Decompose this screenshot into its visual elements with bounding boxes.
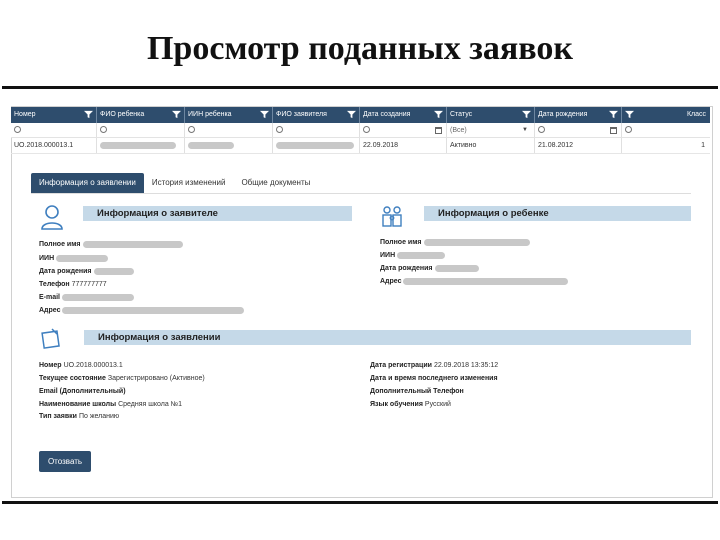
applicant-address: Адрес xyxy=(39,306,244,316)
applicant-birth-date: Дата рождения xyxy=(39,267,134,277)
grid-header xyxy=(11,107,710,123)
column-header-created[interactable]: Дата создания xyxy=(360,107,447,123)
cell-child-iin-redacted xyxy=(185,138,273,153)
filter-cell-class[interactable] xyxy=(622,123,710,137)
filter-icon[interactable] xyxy=(347,110,356,119)
search-icon xyxy=(363,126,370,133)
cell-child-name-redacted xyxy=(97,138,185,153)
child-section-header: Информация о ребенке xyxy=(424,206,691,221)
application-reg-date: Дата регистрации 22.09.2018 13:35:12 xyxy=(370,362,499,369)
applicant-iin: ИИН xyxy=(39,254,108,264)
child-full-name: Полное имя xyxy=(380,238,530,248)
application-state: Текущее состояние Зарегистрировано (Активное) xyxy=(39,375,205,382)
filter-cell-birth-date[interactable] xyxy=(535,123,622,137)
cell-applicant-redacted xyxy=(273,138,360,153)
table-row[interactable] xyxy=(11,138,710,154)
note-icon xyxy=(40,328,62,350)
cell-number: UO.2018.000013.1 xyxy=(11,138,97,153)
tab-change-history[interactable]: История изменений xyxy=(151,178,226,187)
cell-status: Активно xyxy=(447,138,535,153)
application-email: Email (Дополнительный) xyxy=(39,388,126,395)
application-last-change: Дата и время последнего изменения xyxy=(370,375,498,382)
cell-created: 22.09.2018 xyxy=(360,138,447,153)
tab-shared-documents[interactable]: Общие документы xyxy=(241,178,311,187)
chevron-down-icon: ▼ xyxy=(522,127,528,133)
calendar-icon[interactable] xyxy=(610,127,617,134)
applicant-full-name: Полное имя xyxy=(39,240,183,250)
column-header-applicant-name[interactable]: ФИО заявителя xyxy=(273,107,360,123)
filter-icon[interactable] xyxy=(172,110,181,119)
applicant-phone: Телефон 777777777 xyxy=(39,281,107,288)
child-birth-date: Дата рождения xyxy=(380,264,479,274)
page-title: Просмотр поданных заявок xyxy=(146,30,574,67)
filter-icon[interactable] xyxy=(434,110,443,119)
column-header-child-name[interactable]: ФИО ребенка xyxy=(97,107,185,123)
application-school: Наименование школы Средняя школа №1 xyxy=(39,401,183,408)
application-extra-phone: Дополнительный Телефон xyxy=(370,388,464,395)
calendar-icon[interactable] xyxy=(435,127,442,134)
column-header-child-iin[interactable]: ИИН ребенка xyxy=(185,107,273,123)
column-header-number[interactable]: Номер xyxy=(11,107,97,123)
application-type: Тип заявки По желанию xyxy=(39,413,120,420)
filter-icon[interactable] xyxy=(522,110,531,119)
application-number: Номер UO.2018.000013.1 xyxy=(39,362,123,369)
search-icon xyxy=(14,126,21,133)
filter-cell-created[interactable] xyxy=(360,123,447,137)
column-header-class[interactable]: Класс xyxy=(622,107,710,123)
search-icon xyxy=(276,126,283,133)
applications-grid xyxy=(11,107,710,154)
applicant-email: E-mail xyxy=(39,293,134,303)
applicant-section-header: Информация о заявителе xyxy=(83,206,352,221)
tab-application-info[interactable]: Информация о заявлении xyxy=(31,173,144,193)
application-language: Язык обучения Русский xyxy=(370,401,451,408)
filter-icon[interactable] xyxy=(84,110,93,119)
application-section-header: Информация о заявлении xyxy=(84,330,691,345)
child-iin: ИИН xyxy=(380,251,445,261)
grid-filter-row xyxy=(11,123,710,138)
detail-tabs xyxy=(31,173,691,194)
filter-cell-number[interactable] xyxy=(11,123,97,137)
column-header-status[interactable]: Статус xyxy=(447,107,535,123)
filter-icon[interactable] xyxy=(625,110,634,119)
search-icon xyxy=(538,126,545,133)
search-icon xyxy=(100,126,107,133)
filter-cell-child-name[interactable] xyxy=(97,123,185,137)
cell-class: 1 xyxy=(701,142,705,149)
cell-birth-date: 21.08.2012 xyxy=(535,138,622,153)
child-address: Адрес xyxy=(380,277,568,287)
search-icon xyxy=(625,126,632,133)
status-filter-select[interactable]: (Все) ▼ xyxy=(447,123,535,137)
column-header-birth-date[interactable]: Дата рождения xyxy=(535,107,622,123)
revoke-button[interactable]: Отозвать xyxy=(39,451,91,472)
family-icon xyxy=(381,205,403,227)
search-icon xyxy=(188,126,195,133)
person-icon xyxy=(40,204,64,230)
filter-cell-applicant[interactable] xyxy=(273,123,360,137)
filter-icon[interactable] xyxy=(609,110,618,119)
filter-cell-child-iin[interactable] xyxy=(185,123,273,137)
filter-icon[interactable] xyxy=(260,110,269,119)
